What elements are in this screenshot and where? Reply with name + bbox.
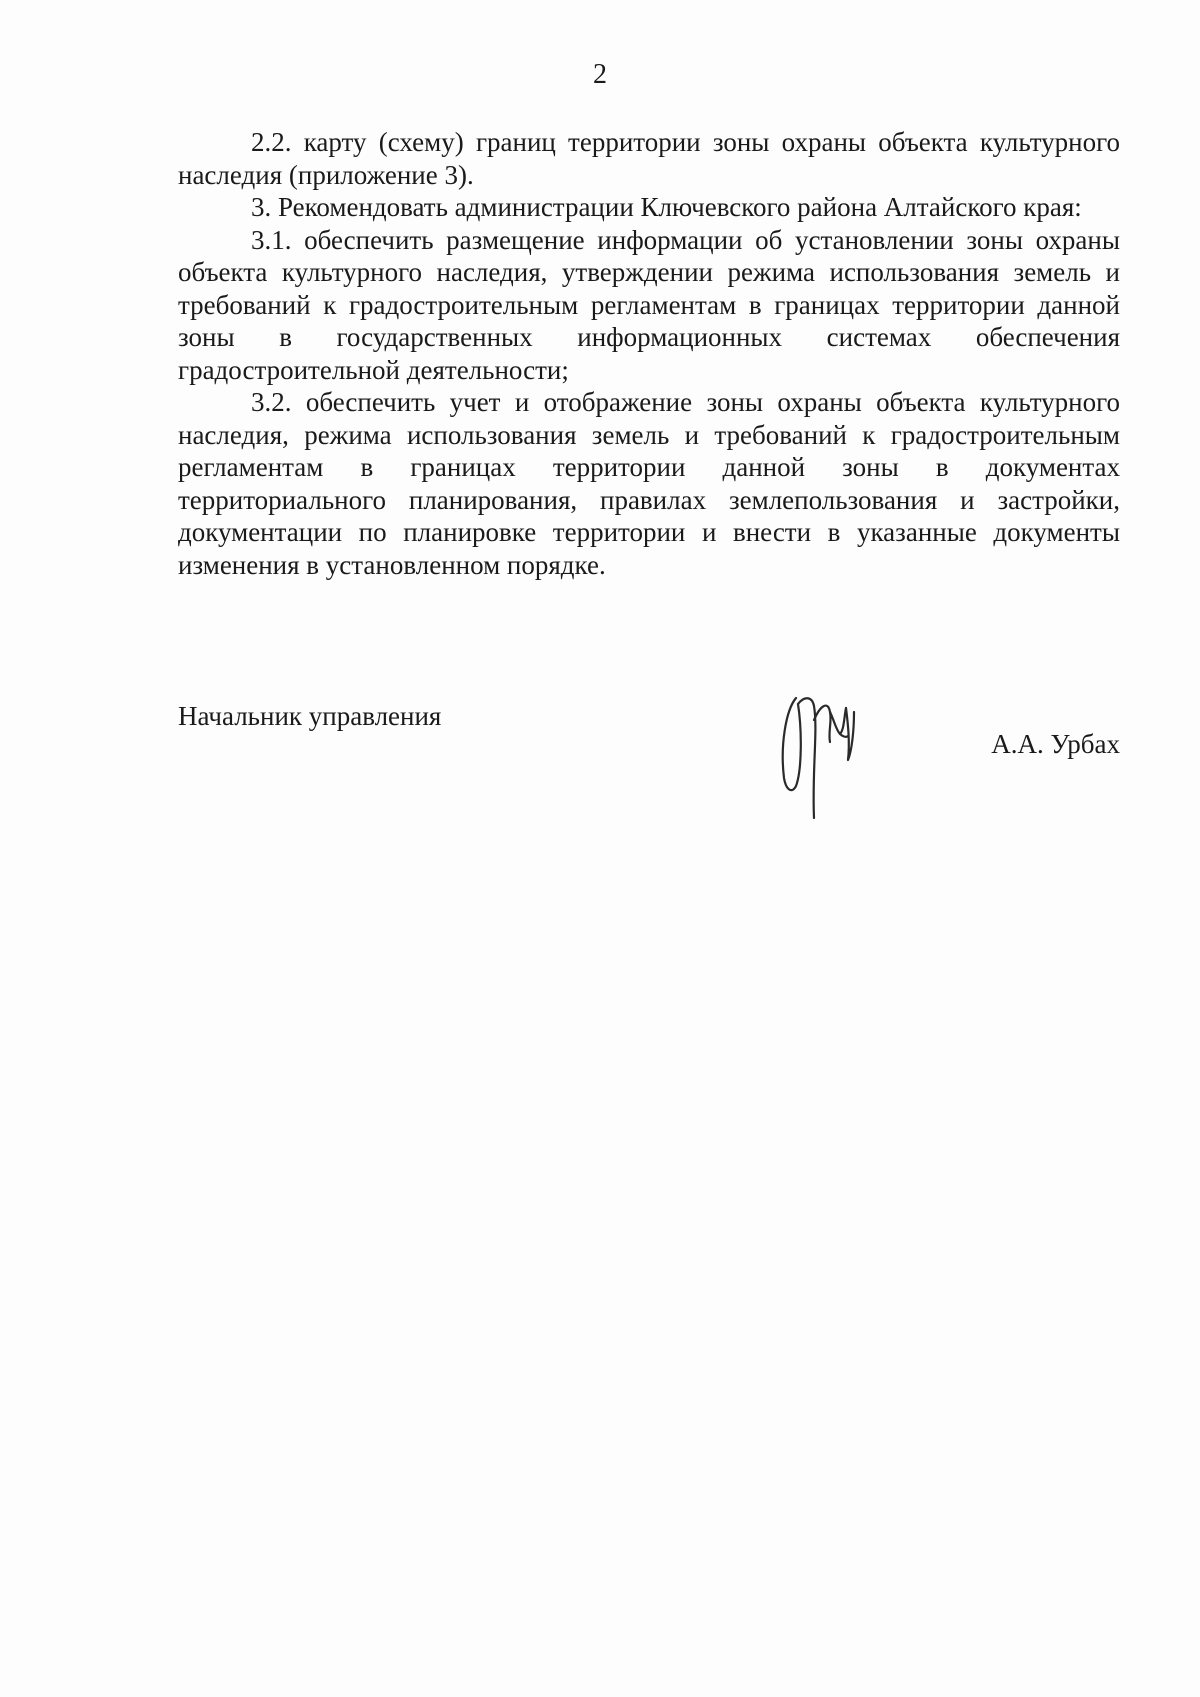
- signature-block: [178, 690, 1120, 830]
- signatory-position: Начальник управления: [178, 701, 442, 731]
- paragraph-2-2: 2.2. карту (схему) границ территории зоны охраны объекта культурного наследия (приложение 3).: [178, 127, 1120, 190]
- paragraph-3-2: 3.2. обеспечить учет и отображение зоны охраны объекта культурного наследия, режима использования земель и требований к градостроительным регламентам в границах территории данной зоны в документах территориального планирования, правилах землепользования и застройки, документации по планировке территории и внести в указанные документы изменения в установленном порядке.: [178, 387, 1120, 580]
- page-number: 2: [593, 59, 607, 90]
- paragraph-3: 3. Рекомендовать администрации Ключевского района Алтайского края:: [251, 192, 1082, 222]
- document-body: [178, 126, 1120, 581]
- paragraph-3-1: 3.1. обеспечить размещение информации об установлении зоны охраны объекта культурного наследия, утверждении режима использования земель и требований к градостроительным регламентам в границах территории данной зоны в государственных информационных системах обеспечения градостроительной деятельности;: [178, 224, 1120, 385]
- signatory-name: А.А. Урбах: [991, 729, 1120, 759]
- handwritten-signature-icon: [768, 690, 878, 820]
